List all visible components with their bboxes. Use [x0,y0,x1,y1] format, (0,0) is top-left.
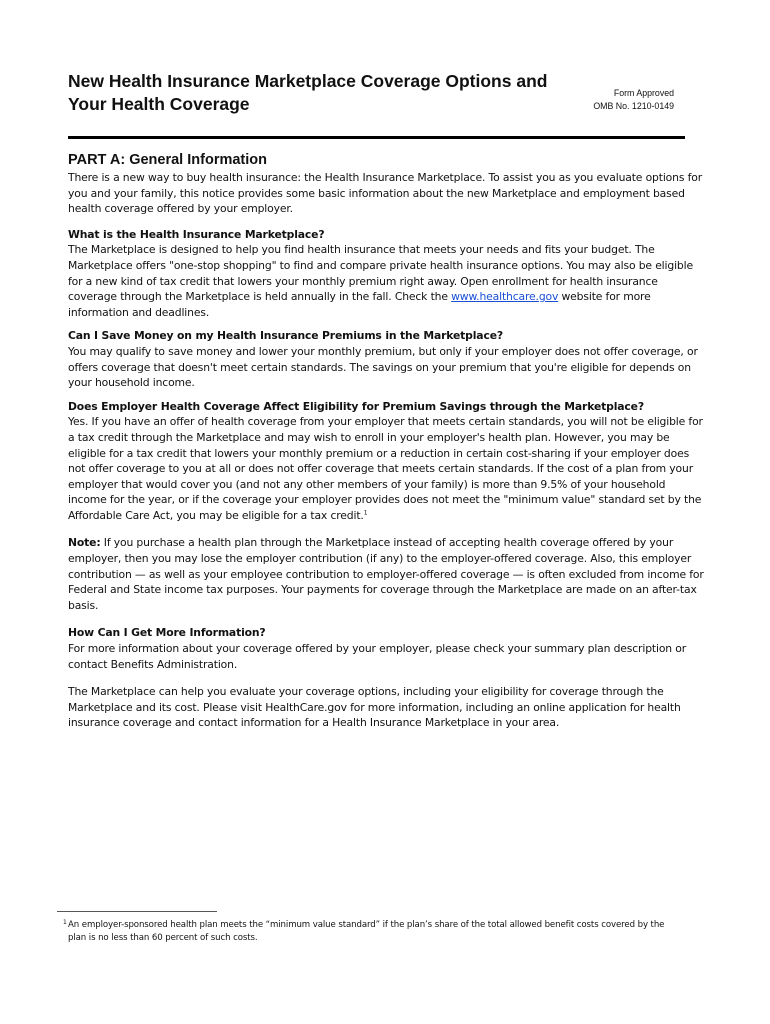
answer-marketplace-text: The Marketplace is designed to help you find health insurance that meets your needs and fits your budget. The Marketplace offers "one-stop shopping" to find and compare private health insurance options. You may also be eligible for a new kind of tax credit that lowers your monthly premium right away. Open enrollment for health insurance coverage through the Marketplace is held annually in the fall. Check the [68,243,693,304]
answer-marketplace-text-end: website for more information and deadlines. [68,290,651,319]
part-a-heading: PART A: General Information [68,152,267,168]
omb-number: OMB No. 1210-0149 [593,101,674,111]
header-divider [68,136,685,139]
footnote-divider [57,911,217,912]
question-more-info: How Can I Get More Information? [68,626,266,640]
question-marketplace: What is the Health Insurance Marketplace? [68,227,325,241]
footnote-reference: 1 [363,509,368,517]
footnote-text: An employer-sponsored health plan meets the “minimum value standard” if the plan’s share of the total allowed benefit costs covered by the plan is no less than 60 percent of such costs. [68,920,665,943]
answer-save-money: You may qualify to save money and lower your monthly premium, but only if your employer does not offer coverage, or offers coverage that doesn't meet certain standards. The savings on your premium that you're eligible for depends on your household income. [68,344,698,390]
answer-employer-coverage [68,414,704,523]
footnote [63,919,668,945]
answer-marketplace [68,242,704,320]
footnote-number: 1 [63,919,67,926]
answer-more-info: For more information about your coverage offered by your employer, please check your summary plan description or contact Benefits Administration. [68,642,687,671]
page-title: New Health Insurance Marketplace Coverage Options and Your Health Coverage [68,71,548,114]
form-approval-block [593,87,674,113]
note-text: If you purchase a health plan through the Marketplace instead of accepting health coverage offered by your employer, then you may lose the employer contribution (if any) to the employer-offered coverage. Also, this employer contribution — as well as your employee contribution to employer-offered coverage — is often excluded from income for Federal and State income tax purposes. Your payments for coverage through the Marketplace are made on an after-tax basis. [68,536,704,612]
question-save-money: Can I Save Money on my Health Insurance Premiums in the Marketplace? [68,329,503,343]
document-body [68,150,704,731]
answer-more-info-marketplace: The Marketplace can help you evaluate your coverage options, including your eligibility for coverage through the Marketplace and its cost. Please visit HealthCare.gov for more information, including an online application for health insurance coverage and contact information for a Health Insurance Marketplace in your area. [68,685,681,730]
part-a-intro: There is a new way to buy health insurance: the Health Insurance Marketplace. To assist you as you evaluate options for you and your family, this notice provides some basic information about the new Marketplace and employment based health coverage offered by your employer. [68,171,702,216]
question-employer-coverage: Does Employer Health Coverage Affect Eligibility for Premium Savings through the Marketplace? [68,399,644,413]
note-paragraph [68,535,704,613]
note-label: Note: [68,536,101,550]
healthcare-gov-link[interactable]: www.healthcare.gov [451,290,559,304]
form-approved-label: Form Approved [613,88,674,98]
answer-employer-coverage-text: Yes. If you have an offer of health coverage from your employer that meets certain standards, you will not be eligible for a tax credit through the Marketplace and may wish to enroll in your employer's health plan. However, you may be eligible for a tax credit that lowers your monthly premium or a reduction in certain cost-sharing if your employer does not offer coverage to you at all or does not offer coverage that meets certain standards. If the cost of a plan from your employer that would cover you (and not any other members of your family) is more than 9.5% of your household income for the year, or if the coverage your employer provides does not meet the "minimum value" standard set by the Affordable Care Act, you may be eligible for a tax credit. [68,415,703,522]
